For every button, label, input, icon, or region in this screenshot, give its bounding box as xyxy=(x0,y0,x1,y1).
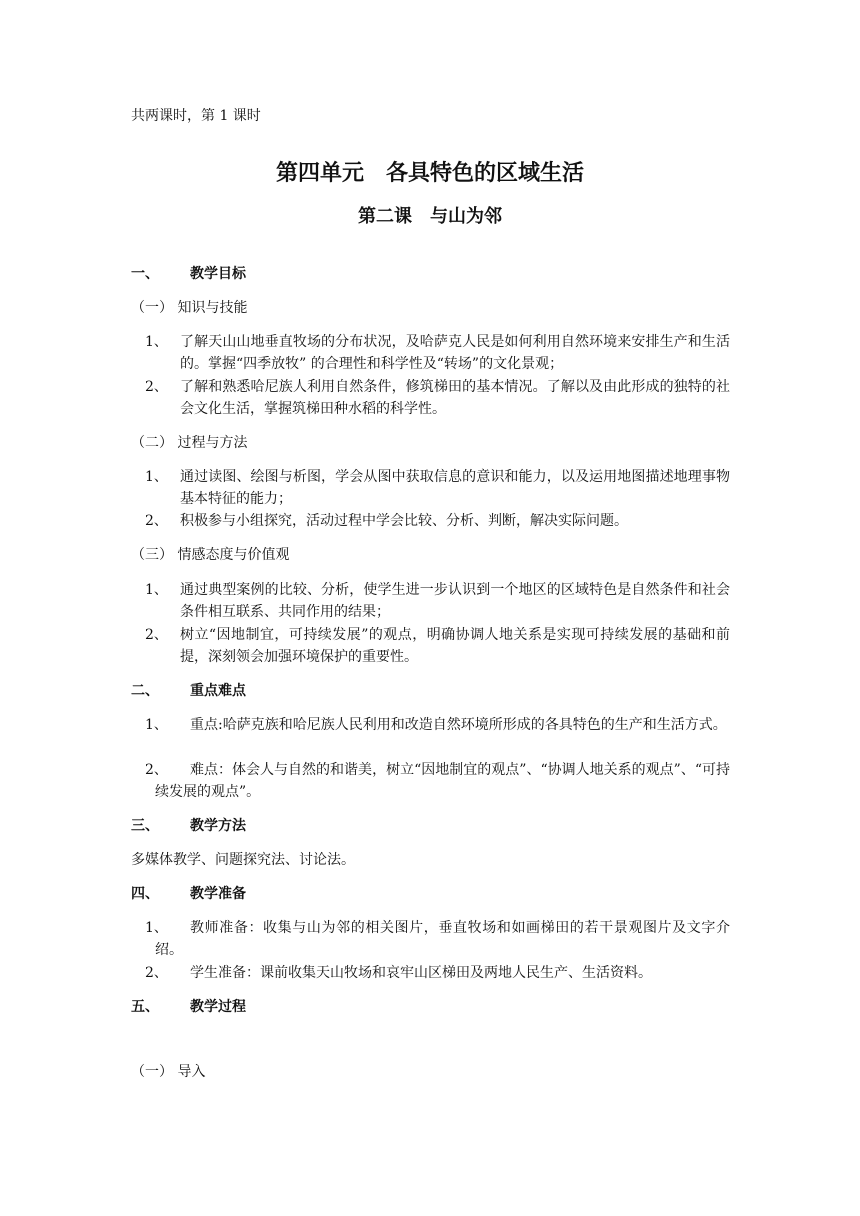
list-item-number: 2、 xyxy=(145,379,168,395)
section-title: 教学准备 xyxy=(190,886,246,902)
list-item-number: 1、 xyxy=(145,469,168,485)
section-number: 四、 xyxy=(131,886,159,902)
section-title: 教学方法 xyxy=(190,818,246,834)
list-item-number: 2、 xyxy=(145,513,168,529)
list-item-text: 学生准备：课前收集天山牧场和哀牢山区梯田及两地人民生产、生活资料。 xyxy=(190,965,652,981)
subsection-label: （二） 过程与方法 xyxy=(131,435,248,451)
subsection-label: （一） 知识与技能 xyxy=(131,300,248,316)
subsection-label: （三） 情感态度与价值观 xyxy=(131,547,290,563)
list-item-number: 1、 xyxy=(145,920,168,936)
list-item-text: 通过典型案例的比较、分析，使学生进一步认识到一个地区的区域特色是自然条件和社会条件相互联系、共同作用的结果； xyxy=(180,582,730,620)
list-item-text: 重点:哈萨克族和哈尼族人民利用和改造自然环境所形成的各具特色的生产和生活方式。 xyxy=(190,717,727,733)
list-item-number: 1、 xyxy=(145,717,168,733)
list-item-number: 1、 xyxy=(145,582,168,598)
section-title: 教学目标 xyxy=(190,266,246,282)
list-item-number: 1、 xyxy=(145,334,168,350)
subsection-label: （一） 导入 xyxy=(131,1064,206,1080)
list-item-number: 2、 xyxy=(145,627,168,643)
list-item-text: 通过读图、绘图与析图，学会从图中获取信息的意识和能力，以及运用地图描述地理事物基本特征的能力； xyxy=(180,469,730,507)
list-item-text: 树立“因地制宜，可持续发展”的观点，明确协调人地关系是实现可持续发展的基础和前提，深刻领会加强环境保护的重要性。 xyxy=(180,627,730,665)
lesson-title: 第二课 与山为邻 xyxy=(358,206,502,227)
section-title: 教学过程 xyxy=(190,999,246,1015)
section-number: 五、 xyxy=(131,999,159,1015)
list-item-text: 教师准备：收集与山为邻的相关图片，垂直牧场和如画梯田的若干景观图片及文字介绍。 xyxy=(155,920,730,958)
section-number: 一、 xyxy=(131,266,159,282)
unit-title: 第四单元 各具特色的区域生活 xyxy=(275,161,584,186)
lesson-note: 共两课时，第 1 课时 xyxy=(131,108,261,124)
list-item-text: 难点：体会人与自然的和谐美，树立“因地制宜的观点”、“协调人地关系的观点”、“可持续发展的观点”。 xyxy=(155,762,730,800)
section-title: 重点难点 xyxy=(190,683,246,699)
list-item-text: 积极参与小组探究，活动过程中学会比较、分析、判断，解决实际问题。 xyxy=(180,513,628,529)
section-number: 三、 xyxy=(131,818,159,834)
paragraph: 多媒体教学、问题探究法、讨论法。 xyxy=(131,852,355,868)
list-item-text: 了解和熟悉哈尼族人利用自然条件，修筑梯田的基本情况。了解以及由此形成的独特的社会文化生活，掌握筑梯田种水稻的科学性。 xyxy=(180,379,730,417)
list-item-text: 了解天山山地垂直牧场的分布状况，及哈萨克人民是如何利用自然环境来安排生产和生活的。掌握“四季放牧” 的合理性和科学性及“转场”的文化景观； xyxy=(180,334,730,372)
list-item-number: 2、 xyxy=(145,762,168,778)
list-item-number: 2、 xyxy=(145,965,168,981)
section-number: 二、 xyxy=(131,683,159,699)
